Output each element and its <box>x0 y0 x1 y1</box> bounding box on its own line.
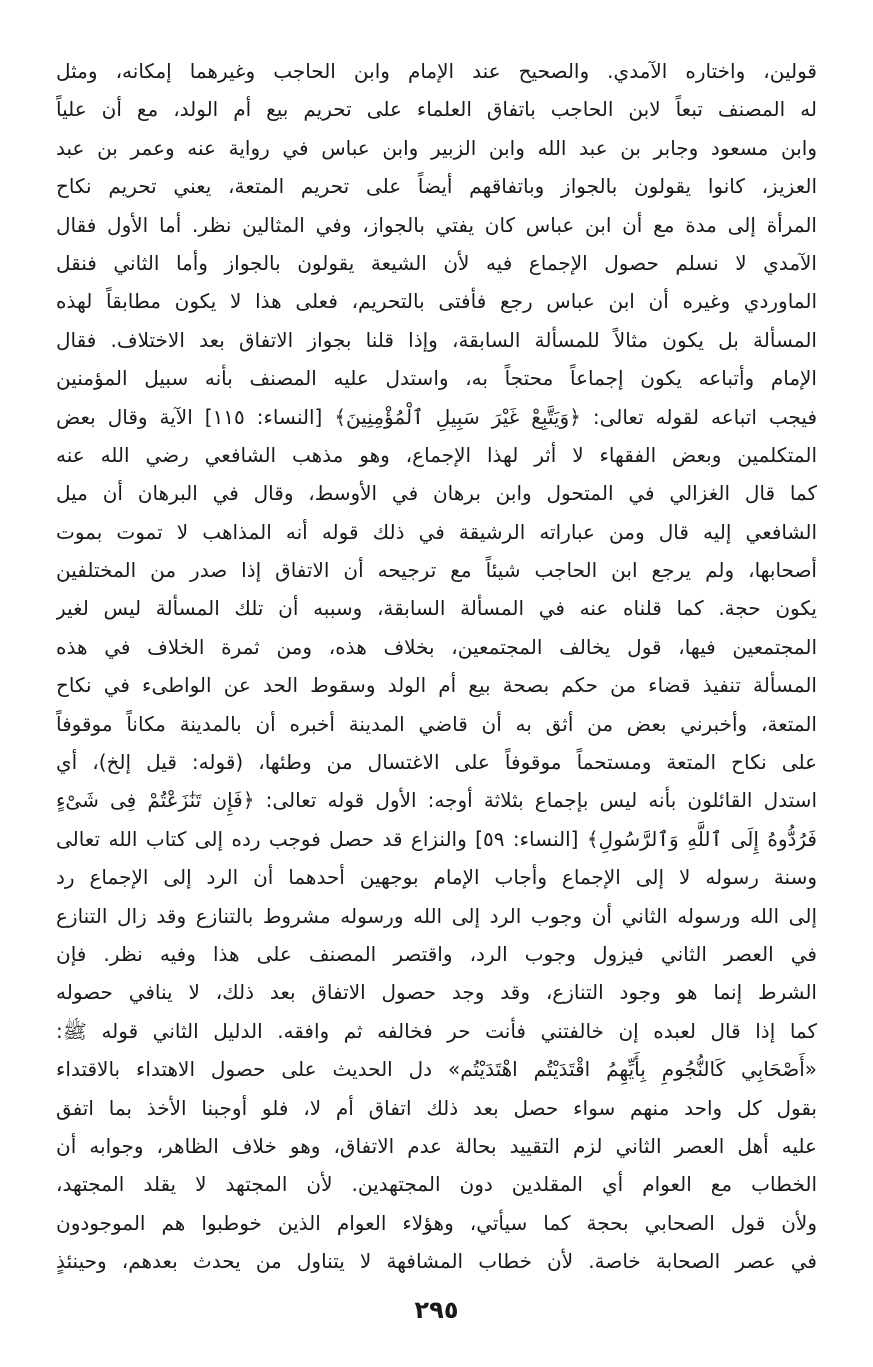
text-line: فيجب اتباعه لقوله تعالى: ﴿وَيَتَّبِعْ غَيْرَ سَبِيلِ ٱلْمُؤْمِنِينَ﴾ [النساء: ١١٥] الآية وقال بعض <box>56 404 817 429</box>
text-line: في العصر الثاني فيزول وجوب الرد، واقتصر المصنف على هذا وفيه نظر. فإن <box>56 941 817 966</box>
body-text <box>56 52 817 1281</box>
text-line: المجتمعين فيها، قول يخالف المجتمعين، بخلاف هذه، ومن ثمرة الخلاف في هذه <box>56 634 817 659</box>
text-line: الخطاب مع العوام أي المقلدين دون المجتهدين. لأن المجتهد لا يقلد المجتهد، <box>56 1172 817 1197</box>
text-line: على نكاح المتعة ومستحماً موقوفاً على الاغتسال من وطئها، (قوله: قيل إلخ)، أي <box>56 750 817 775</box>
text-line: العزيز، كانوا يقولون بالجواز وباتفاقهم أيضاً على تحريم المتعة، يعني تحريم نكاح <box>56 174 817 199</box>
text-line: المسألة تنفيذ قضاء من حكم بصحة بيع أم الولد وسقوط الحد عن الواطىء في نكاح <box>56 673 817 698</box>
page-number: ٢٩٥ <box>414 1296 459 1324</box>
text-line: فَرُدُّوهُ إِلَى ٱللَّهِ وَٱلرَّسُولِ﴾ [النساء: ٥٩] والنزاع قد حصل فوجب رده إلى كتاب الله تعالى <box>56 826 817 851</box>
text-line: المرأة إلى مدة مع أن ابن عباس كان يفتي بالجواز، وفي المثالين نظر. أما الأول فقال <box>56 212 817 237</box>
text-line: «أَصْحَابِي كَالنُّجُومِ بِأَيِّهِمُ اقْتَدَيْتُم اهْتَدَيْتُم» دل الحديث على حصول الاهتداء بالاقتداء <box>56 1057 817 1082</box>
text-line: في عصر الصحابة خاصة. لأن خطاب المشافهة لا يتناول من يحدث بعدهم، وحينئذٍ <box>56 1249 817 1274</box>
text-line: كما إذا قال لعبده إن خالفتني فأنت حر فخالفه ثم وافقه. الدليل الثاني قوله ﷺ: <box>56 1018 817 1043</box>
text-line: بقول كل واحد منهم سواء حصل بعد ذلك اتفاق أم لا، فلو أوجبنا الأخذ بما اتفق <box>56 1095 817 1120</box>
text-line: المسألة بل يكون مثالاً للمسألة السابقة، وإذا قلنا بجواز الاتفاق بعد الاختلاف. فقال <box>56 327 817 352</box>
text-line: الشافعي إليه قال ومن عباراته الرشيقة في ذلك قوله أنه المذاهب لا تموت بموت <box>56 519 817 544</box>
text-line: الإمام وأتباعه يكون إجماعاً محتجاً به، واستدل عليه المصنف بأنه سبيل المؤمنين <box>56 366 817 391</box>
text-line: المتعة، وأخبرني بعض من أثق به أن قاضي المدينة أخبره أن بالمدينة مكاناً موقوفاً <box>56 711 817 736</box>
text-line: استدل القائلون بأنه ليس بإجماع بثلاثة أوجه: الأول قوله تعالى: ﴿فَإِن تَنَٰزَعْتُمْ فِى شَىْءٍ <box>56 788 817 813</box>
text-line: إلى الله ورسوله الثاني أن وجوب الرد إلى الله ورسوله مشروط بالتنازع وقد زال التنازع <box>56 903 817 928</box>
text-line: الشرط إنما هو وجود التنازع، وقد وجد حصول الاتفاق بعد ذلك، لا ينافي حصوله <box>56 980 817 1005</box>
text-line: له المصنف تبعاً لابن الحاجب باتفاق العلماء على تحريم بيع أم الولد، مع أن علياً <box>56 97 817 122</box>
text-line: قولين، واختاره الآمدي. والصحيح عند الإمام وابن الحاجب وغيرهما إمكانه، ومثل <box>56 59 817 83</box>
text-line: وابن مسعود وجابر بن عبد الله وابن الزبير وابن عباس في رواية عنه وعمر بن عبد <box>56 135 817 160</box>
text-line: يكون حجة. كما قلناه عنه في المسألة السابقة، وسببه أن تلك المسألة ليس لغير <box>56 596 817 621</box>
text-line: الآمدي لا نسلم حصول الإجماع فيه لأن الشيعة يقولون بالجواز وأما الثاني فنقل <box>56 250 817 275</box>
text-line: الماوردي وغيره أن ابن عباس رجع فأفتى بالتحريم، فعلى هذا لا يكون مطابقاً لهذه <box>56 289 817 314</box>
text-line: المتكلمين وبعض الفقهاء لا أثر لهذا الإجماع، وهو مذهب الشافعي رضي الله عنه <box>56 442 817 467</box>
text-line: ولأن قول الصحابي بحجة كما سيأتي، وهؤلاء العوام الذين خوطبوا هم الموجودون <box>56 1210 817 1235</box>
text-line: أصحابها، ولم يرجع ابن الحاجب شيئاً مع ترجيحه أن الاتفاق إذا صدر من المختلفين <box>56 558 817 583</box>
text-line: كما قال الغزالي في المتحول وابن برهان في الأوسط، وقال في البرهان أن ميل <box>56 481 817 506</box>
text-line: وسنة رسوله لا إلى الإجماع وأجاب الإمام بوجهين أحدهما أن الرد إلى الإجماع رد <box>56 865 817 890</box>
text-line: عليه أهل العصر الثاني لزم التقييد بحالة عدم الاتفاق، وهو خلاف الظاهر، وجوابه أن <box>56 1133 817 1158</box>
